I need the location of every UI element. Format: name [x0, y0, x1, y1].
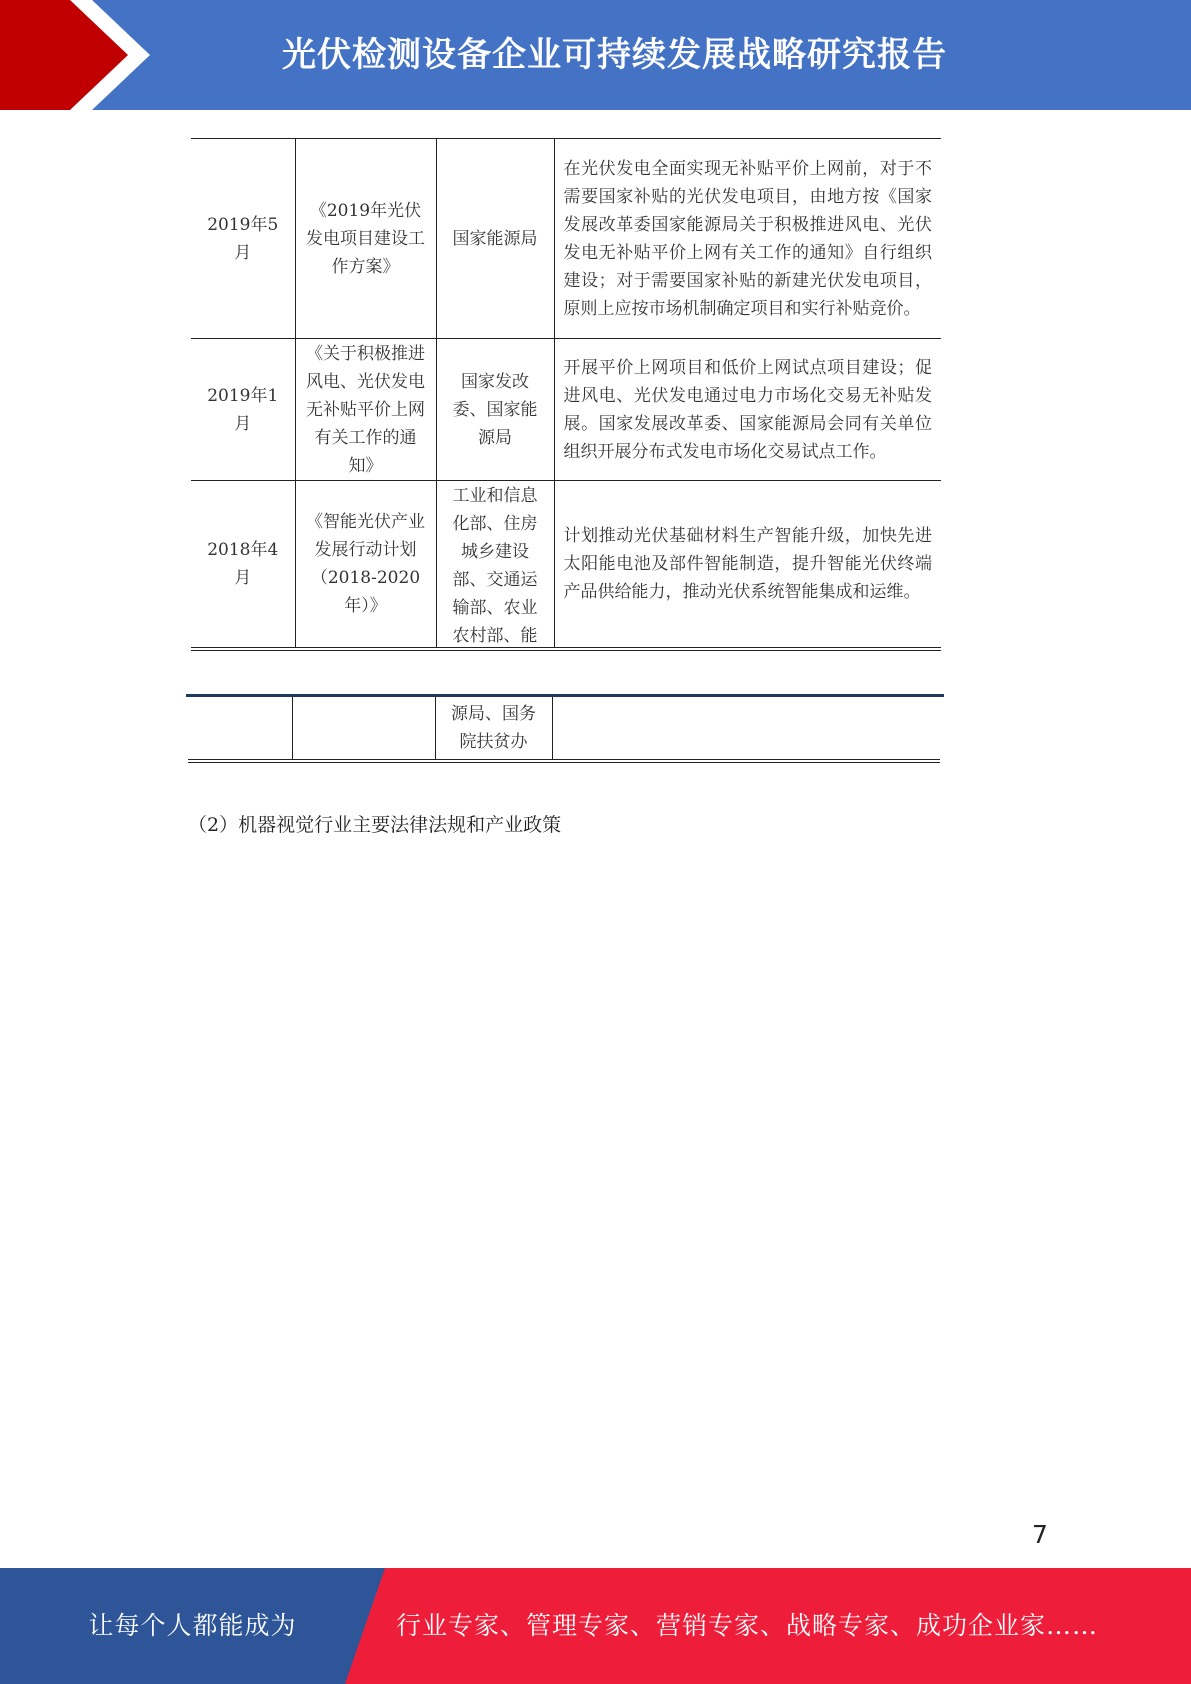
date-cell: [188, 697, 292, 761]
footer-slogan-right: 行业专家、管理专家、营销专家、战略专家、成功企业家……: [396, 1611, 1099, 1640]
table-row: [191, 139, 941, 339]
table-row: [191, 339, 941, 481]
table-row: [188, 697, 940, 761]
content-cell: [552, 697, 940, 761]
issuer-cell: 源局、国务院扶贫办: [435, 697, 552, 761]
issuer-cell: [436, 481, 554, 649]
content-cell: 在光伏发电全面实现无补贴平价上网前，对于不需要国家补贴的光伏发电项目，由地方按《国家发展改革委国家能源局关于积极推进风电、光伏发电无补贴平价上网有关工作的通知》自行组织建设；对于需要国家补贴的新建光伏发电项目，原则上应按市场机制确定项目和实行补贴竞价。: [554, 139, 941, 339]
document-cell: 《智能光伏产业发展行动计划（2018-2020年）》: [295, 481, 436, 649]
document-cell: 《关于积极推进风电、光伏发电无补贴平价上网有关工作的通知》: [295, 339, 436, 481]
section-caption: （2）机器视觉行业主要法律法规和产业政策: [188, 814, 562, 836]
issuer-cell: 国家能源局: [436, 139, 554, 339]
report-footer: [0, 1568, 1191, 1684]
document-cell: [292, 697, 435, 761]
footer-slogan-left: 让每个人都能成为: [88, 1611, 297, 1640]
report-header: [0, 0, 1191, 110]
report-title: 光伏检测设备企业可持续发展战略研究报告: [282, 35, 947, 75]
page-number: 7: [1032, 1520, 1048, 1549]
table-row: [191, 481, 941, 649]
content-cell: 开展平价上网项目和低价上网试点项目建设；促进风电、光伏发电通过电力市场化交易无补贴发展。国家发展改革委、国家能源局会同有关单位组织开展分布式发电市场化交易试点工作。: [554, 339, 941, 481]
issuer-text: 工业和信息化部、住房城乡建设部、交通运输部、农业农村部、能: [452, 485, 538, 646]
policy-table: [191, 138, 941, 651]
content-cell: 计划推动光伏基础材料生产智能升级，加快先进太阳能电池及部件智能制造，提升智能光伏终端产品供给能力，推动光伏系统智能集成和运维。: [554, 481, 941, 649]
date-cell: 2019年5月: [191, 139, 295, 339]
document-cell: 《2019年光伏发电项目建设工作方案》: [295, 139, 436, 339]
date-cell: 2018年4月: [191, 481, 295, 649]
issuer-cell: 国家发改委、国家能源局: [436, 339, 554, 481]
date-cell: 2019年1月: [191, 339, 295, 481]
policy-table-continuation: [188, 697, 940, 763]
